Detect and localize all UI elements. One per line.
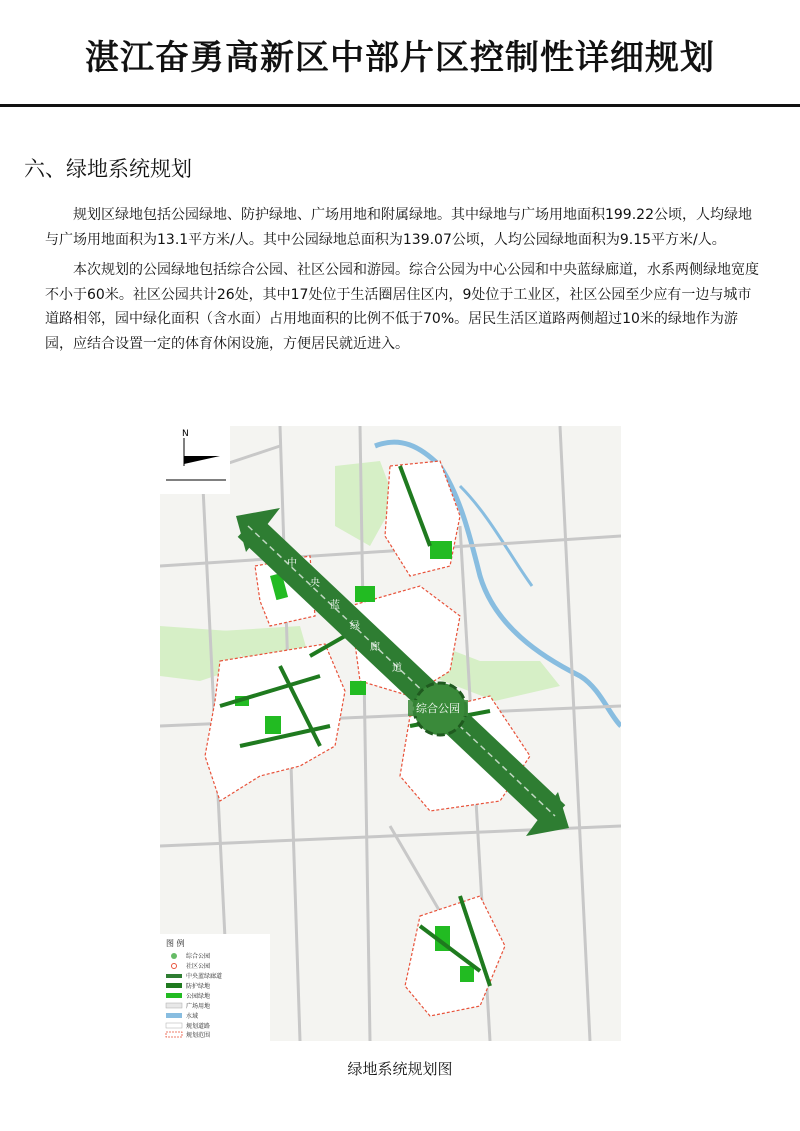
section-heading: 六、绿地系统规划 — [24, 157, 192, 181]
svg-text:防护绿地: 防护绿地 — [186, 983, 211, 990]
page-title: 湛江奋勇高新区中部片区控制性详细规划 — [85, 38, 715, 78]
svg-text:图 例: 图 例 — [166, 939, 185, 948]
svg-text:规划道路: 规划道路 — [186, 1023, 211, 1030]
svg-text:央: 央 — [310, 578, 320, 589]
title-divider — [0, 104, 800, 107]
svg-text:蓝: 蓝 — [330, 600, 340, 611]
svg-text:综合公园: 综合公园 — [416, 702, 460, 715]
svg-text:N: N — [182, 429, 189, 439]
green-space-plan-map — [160, 426, 621, 1041]
svg-text:道: 道 — [392, 663, 402, 674]
svg-text:广场用地: 广场用地 — [186, 1003, 211, 1010]
svg-text:社区公园: 社区公园 — [186, 963, 211, 970]
svg-text:水域: 水域 — [186, 1013, 199, 1020]
svg-text:中: 中 — [287, 558, 297, 569]
figure-caption: 绿地系统规划图 — [347, 1060, 453, 1078]
north-arrow — [160, 426, 230, 494]
svg-text:中央蓝绿廊道: 中央蓝绿廊道 — [186, 973, 223, 980]
svg-text:公园绿地: 公园绿地 — [186, 993, 211, 1000]
map-legend — [160, 934, 270, 1041]
svg-text:廊: 廊 — [370, 642, 380, 653]
svg-text:绿: 绿 — [350, 621, 360, 632]
svg-text:规划范围: 规划范围 — [186, 1032, 211, 1039]
paragraph-1: 规划区绿地包括公园绿地、防护绿地、广场用地和附属绿地。其中绿地与广场用地面积199.22公顷，人均绿地与广场用地面积为13.1平方米/人。其中公园绿地总面积为139.07公顷，人均公园绿地面积为9.15平方米/人。 — [45, 207, 752, 248]
paragraph-2: 本次规划的公园绿地包括综合公园、社区公园和游园。综合公园为中心公园和中央蓝绿廊道，水系两侧绿地宽度不小于60米。社区公园共计26处，其中17处位于生活圈居住区内，9处位于工业区，社区公园至少应有一边与城市道路相邻，园中绿化面积（含水面）占用地面积的比例不低于70%。居民生活区道路两侧超过10米的绿地作为游园，应结合设置一定的体育休闲设施，方便居民就近进入。 — [45, 262, 759, 352]
svg-text:综合公园: 综合公园 — [186, 953, 211, 960]
